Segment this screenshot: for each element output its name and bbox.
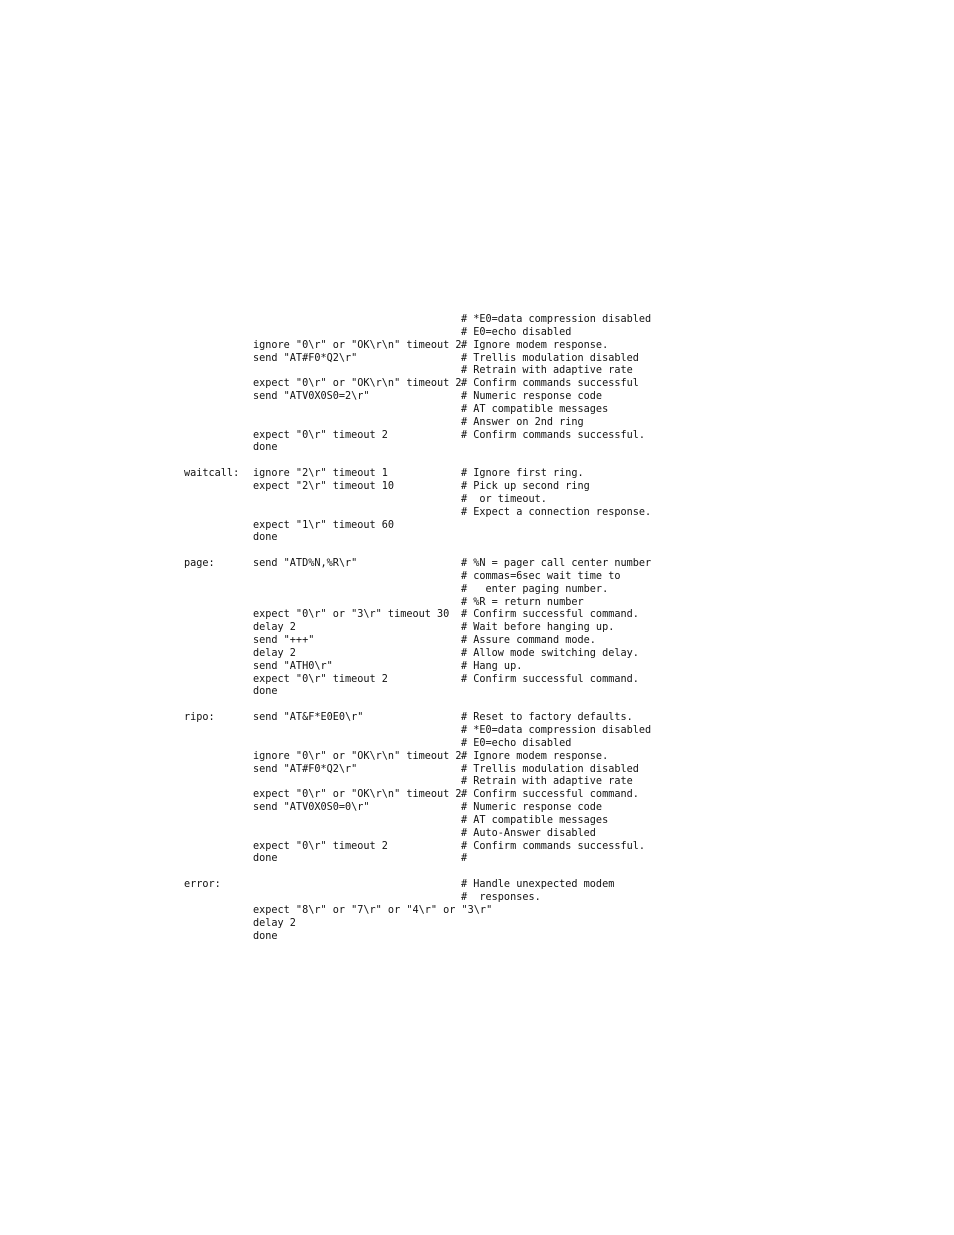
- code-comment: # *E0=data compression disabled: [461, 314, 652, 325]
- code-comment: # Confirm commands successful: [461, 378, 639, 390]
- code-line: [184, 417, 904, 430]
- code-line: [184, 532, 904, 545]
- code-command: send "+++": [253, 635, 315, 647]
- code-line: [184, 571, 904, 584]
- code-line: [184, 892, 904, 905]
- code-comment: # %R = return number: [461, 596, 584, 608]
- code-line: [184, 378, 904, 391]
- code-line: [184, 764, 904, 777]
- code-comment: # enter paging number.: [461, 583, 609, 595]
- code-line: [184, 815, 904, 828]
- code-line: [184, 776, 904, 789]
- code-line: [184, 789, 904, 802]
- code-line: [184, 365, 904, 378]
- code-line: [184, 828, 904, 841]
- code-comment: # Answer on 2nd ring: [461, 416, 584, 428]
- code-comment: # Confirm successful command.: [461, 609, 639, 621]
- code-line: [184, 507, 904, 520]
- code-line: [184, 738, 904, 751]
- code-comment: # E0=echo disabled: [461, 737, 572, 749]
- code-line: [184, 841, 904, 854]
- code-label: page:: [184, 558, 215, 570]
- code-command: expect "0\r" timeout 2: [253, 673, 388, 685]
- code-line: [184, 635, 904, 648]
- code-line: [184, 584, 904, 597]
- code-label: error:: [184, 879, 221, 891]
- code-command: delay 2: [253, 647, 296, 659]
- code-command: done: [253, 532, 278, 544]
- code-line: [184, 391, 904, 404]
- code-line: [184, 725, 904, 738]
- code-line: [184, 455, 904, 468]
- code-command: done: [253, 853, 278, 865]
- code-line: [184, 648, 904, 661]
- code-comment: # E0=echo disabled: [461, 326, 572, 338]
- code-command: expect "2\r" timeout 10: [253, 480, 395, 492]
- code-command: expect "0\r" or "3\r" timeout 30: [253, 609, 450, 621]
- code-comment: # Ignore modem response.: [461, 339, 609, 351]
- code-line: [184, 468, 904, 481]
- code-comment: # Confirm successful command.: [461, 789, 639, 801]
- code-line: [184, 597, 904, 610]
- code-line: [184, 931, 904, 944]
- code-comment: # Pick up second ring: [461, 480, 590, 492]
- code-command: ignore "2\r" timeout 1: [253, 468, 388, 480]
- code-line: [184, 494, 904, 507]
- code-comment: # Numeric response code: [461, 802, 603, 814]
- code-line: [184, 879, 904, 892]
- code-label: ripo:: [184, 712, 215, 724]
- code-command: expect "1\r" timeout 60: [253, 519, 395, 531]
- code-command: send "ATV0X0S0=0\r": [253, 802, 370, 814]
- code-command: expect "0\r" timeout 2: [253, 840, 388, 852]
- code-comment: # Confirm successful command.: [461, 673, 639, 685]
- code-line: [184, 353, 904, 366]
- code-command: done: [253, 930, 278, 942]
- code-line: [184, 686, 904, 699]
- code-comment: # Allow mode switching delay.: [461, 647, 639, 659]
- code-line: [184, 430, 904, 443]
- code-command: send "AT#F0*Q2\r": [253, 763, 358, 775]
- code-comment: # Trellis modulation disabled: [461, 763, 639, 775]
- code-comment: # Handle unexpected modem: [461, 879, 615, 891]
- code-line: [184, 340, 904, 353]
- code-comment: # *E0=data compression disabled: [461, 725, 652, 736]
- code-comment: # Wait before hanging up.: [461, 622, 615, 634]
- code-command: delay 2: [253, 917, 296, 929]
- code-command: send "AT&F*E0E0\r": [253, 712, 364, 724]
- code-line: [184, 520, 904, 533]
- code-line: [184, 609, 904, 622]
- code-comment: # Retrain with adaptive rate: [461, 365, 633, 377]
- code-comment: # Trellis modulation disabled: [461, 352, 639, 364]
- code-line: [184, 314, 904, 327]
- code-line: [184, 622, 904, 635]
- code-comment: # Hang up.: [461, 660, 523, 672]
- code-command: done: [253, 442, 278, 454]
- code-line: [184, 404, 904, 417]
- script-code-listing: [184, 314, 904, 943]
- code-comment: # Ignore first ring.: [461, 468, 584, 480]
- code-line: [184, 905, 904, 918]
- code-command: send "AT#F0*Q2\r": [253, 352, 358, 364]
- code-label: waitcall:: [184, 468, 240, 480]
- code-command: delay 2: [253, 622, 296, 634]
- code-comment: #: [461, 853, 468, 865]
- code-comment: # Numeric response code: [461, 391, 603, 403]
- code-line: [184, 853, 904, 866]
- code-command: done: [253, 686, 278, 698]
- code-command: send "ATV0X0S0=2\r": [253, 391, 370, 403]
- code-line: [184, 751, 904, 764]
- code-comment: # Assure command mode.: [461, 635, 596, 647]
- code-comment: # AT compatible messages: [461, 814, 609, 826]
- code-command: ignore "0\r" or "OK\r\n" timeout 2: [253, 750, 462, 762]
- code-command: expect "0\r" timeout 2: [253, 429, 388, 441]
- code-line: [184, 866, 904, 879]
- code-comment: # Ignore modem response.: [461, 750, 609, 762]
- code-comment: # %N = pager call center number: [461, 558, 652, 570]
- code-comment: # Confirm commands successful.: [461, 840, 646, 852]
- code-comment: # or timeout.: [461, 493, 547, 505]
- code-command: expect "0\r" or "OK\r\n" timeout 2: [253, 789, 462, 801]
- code-command: expect "8\r" or "7\r" or "4\r" or "3\r": [253, 904, 493, 916]
- code-command: ignore "0\r" or "OK\r\n" timeout 2: [253, 339, 462, 351]
- code-comment: # responses.: [461, 891, 541, 903]
- code-comment: # Retrain with adaptive rate: [461, 776, 633, 788]
- code-line: [184, 802, 904, 815]
- code-line: [184, 918, 904, 931]
- code-line: [184, 558, 904, 571]
- code-line: [184, 327, 904, 340]
- code-command: send "ATD%N,%R\r": [253, 558, 358, 570]
- code-command: send "ATH0\r": [253, 660, 333, 672]
- code-line: [184, 674, 904, 687]
- code-line: [184, 442, 904, 455]
- code-comment: # commas=6sec wait time to: [461, 570, 621, 582]
- code-comment: # Confirm commands successful.: [461, 429, 646, 441]
- code-comment: # Expect a connection response.: [461, 506, 652, 518]
- code-line: [184, 545, 904, 558]
- code-line: [184, 699, 904, 712]
- code-line: [184, 481, 904, 494]
- code-line: [184, 661, 904, 674]
- code-comment: # AT compatible messages: [461, 403, 609, 415]
- code-command: expect "0\r" or "OK\r\n" timeout 2: [253, 378, 462, 390]
- code-comment: # Reset to factory defaults.: [461, 712, 633, 724]
- code-line: [184, 712, 904, 725]
- code-comment: # Auto-Answer disabled: [461, 827, 596, 839]
